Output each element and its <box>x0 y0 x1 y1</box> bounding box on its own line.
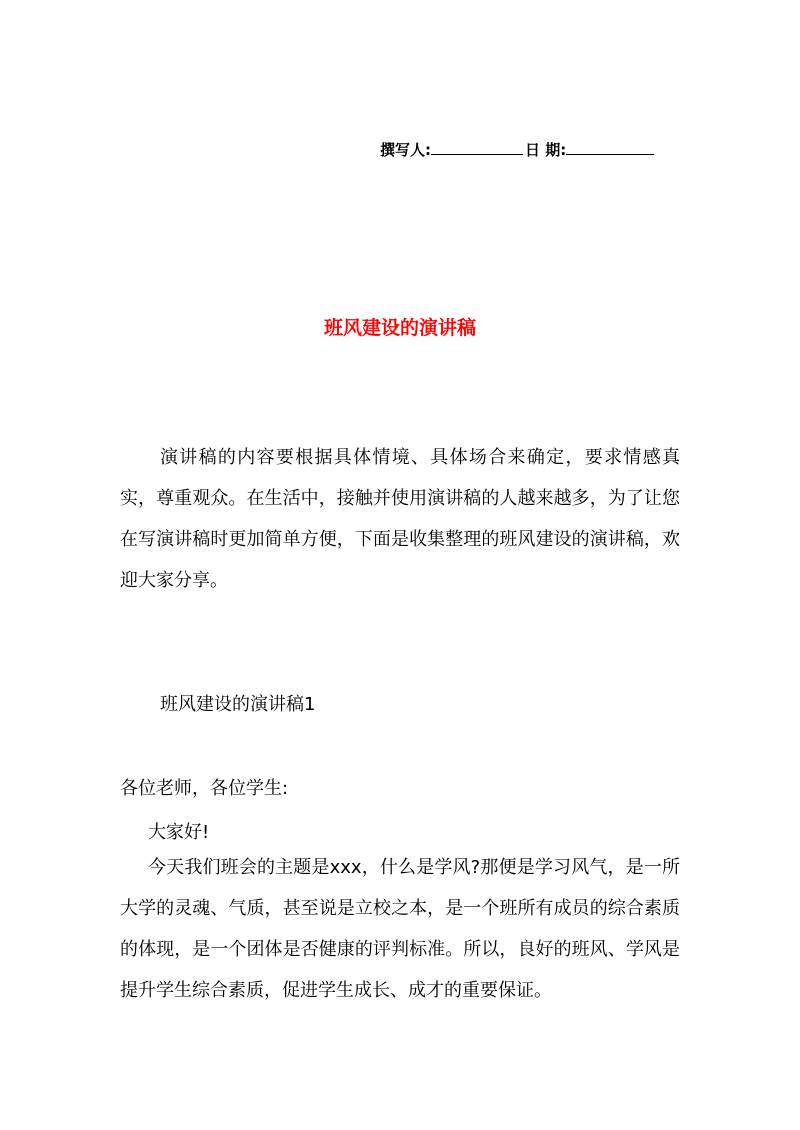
hello-line: 大家好! <box>148 822 210 843</box>
section-heading: 班风建设的演讲稿1 <box>160 694 316 715</box>
author-label: 撰写人: <box>380 141 431 159</box>
intro-paragraph: 演讲稿的内容要根据具体情境、具体场合来确定，要求情感真实，尊重观众。在生活中，接触并使用演讲稿的人越来越多，为了让您在写演讲稿时更加简单方便，下面是收集整理的班风建设的演讲稿，欢迎大家分享。 <box>120 447 680 591</box>
date-blank <box>566 140 654 155</box>
body-paragraph: 今天我们班会的主题是xxx，什么是学风?那便是学习风气，是一所大学的灵魂、气质，甚至说是立校之本，是一个班所有成员的综合素质的体现，是一个团体是否健康的评判标准。所以，良好的班风、学风是提升学生综合素质，促进学生成长、成才的重要保证。 <box>120 857 680 1001</box>
author-date-line <box>380 139 690 161</box>
greeting-line: 各位老师，各位学生: <box>120 778 289 799</box>
date-label: 日 期: <box>525 141 567 159</box>
author-blank <box>431 140 523 155</box>
document-title: 班风建设的演讲稿 <box>323 317 476 339</box>
